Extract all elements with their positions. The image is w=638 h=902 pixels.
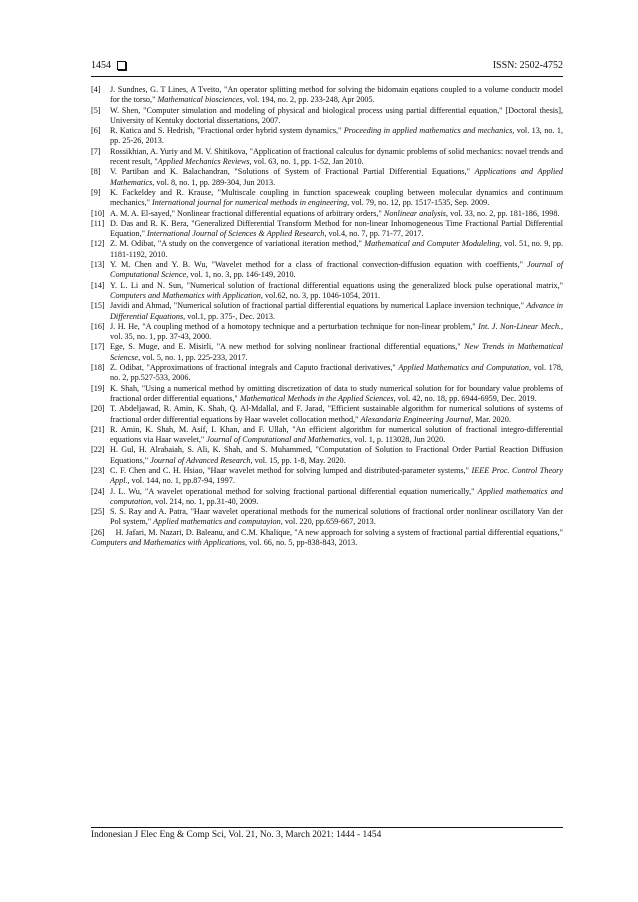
reference-authors-title: W. Shen, "Computer simulation and modeling of physical and biological process using partial differential equation," [Doctoral thesis], University of Kentuky doctorial dissertations, 2007. — [110, 105, 563, 125]
reference-journal: Mathematical biosciences — [157, 95, 243, 105]
reference-authors-title: R. Katica and S. Hedrish, "Fractional order hybrid system dynamics," — [110, 126, 344, 136]
reference-text — [110, 301, 563, 320]
reference-journal: Applied Mathematics and Computation — [398, 363, 529, 373]
reference-text — [110, 147, 563, 166]
reference-authors-title: R. Amin, K. Shah, M. Asif, I. Khan, and F. Ullah, "An efficient algorithm for numerical solution of fractional integro-differential equations via Haar wavelet," — [110, 424, 563, 445]
reference-text — [110, 507, 563, 526]
reference-item — [91, 281, 563, 302]
footer-rule — [91, 827, 563, 828]
reference-authors-title: D. Das and R. K. Bera, "Generalized Differential Transform Method for non-linear Inhomogeneous Time Fractional Partial Differential Equation," — [110, 218, 563, 239]
reference-item — [91, 260, 563, 281]
reference-item — [91, 188, 563, 209]
reference-journal: Advance in Differential Equations — [110, 301, 563, 321]
reference-number: [7] — [91, 146, 101, 156]
reference-journal: Computers and Mathematics with Application — [110, 290, 261, 300]
reference-authors-title: H. Gul, H. Alrabaiah, S. Ali, K. Shah, and S. Muhammed, "Computation of Solution to Fractional Order Partial Reaction Diffusion Equations," — [110, 445, 563, 465]
reference-authors-title: S. S. Ray and A. Patra, "Haar wavelet operational methods for the numerical solutions of fractional order nonlinear oscillatory Van der Pol system," — [110, 507, 563, 527]
reference-number: [13] — [91, 260, 105, 270]
reference-journal: Applied mathematics and computation — [110, 486, 563, 506]
reference-journal: Journal of Computational and Mathematics — [206, 435, 351, 445]
reference-text — [110, 219, 563, 238]
reference-authors-title: Ege, S. Muge, and E. Misirli, "A new method for solving nonlinear fractional differential equations," — [110, 342, 465, 352]
reference-item — [91, 239, 563, 260]
reference-details: , vol. 1, p. 113028, Jun 2020. — [350, 435, 446, 445]
reference-details: , vol. 15, pp. 1-8, May. 2020. — [250, 455, 346, 465]
reference-item — [91, 528, 563, 549]
reference-authors-title: Z. M. Odibat, "A study on the convergence of variational iteration method," — [110, 239, 365, 249]
reference-journal: Journal of Advanced Research — [150, 455, 251, 465]
reference-number: [6] — [91, 126, 101, 136]
reference-number: [17] — [91, 342, 105, 352]
reference-details: , Mar. 2020. — [471, 414, 511, 424]
reference-text — [110, 167, 563, 186]
reference-item — [91, 507, 563, 528]
reference-item — [91, 167, 563, 188]
reference-item — [91, 384, 563, 405]
reference-item — [91, 126, 563, 147]
reference-details: , vol. 5, no. 1, pp. 225-233, 2017. — [138, 352, 248, 362]
reference-details: , vol.1, pp. 375-, Dec. 2013. — [183, 311, 276, 321]
reference-text — [110, 363, 563, 382]
reference-authors-title: Y. M. Chen and Y. B. Wu, "Wavelet method for a class of fractional convection-diffusion equation with coeffients," — [110, 260, 528, 270]
reference-details: , vol. 33, no. 2, pp. 181-186, 1998. — [446, 208, 560, 218]
reference-details: , vol. 214, no. 1, pp.31-40, 2009. — [150, 496, 259, 506]
reference-item — [91, 404, 563, 425]
reference-item — [91, 487, 563, 508]
reference-number: [23] — [91, 465, 105, 475]
reference-number: [19] — [91, 383, 105, 393]
reference-details: vol. 66, no. 5, pp-838-843, 2013. — [247, 538, 358, 548]
reference-text — [110, 260, 563, 279]
reference-number: [14] — [91, 280, 105, 290]
reference-number: [16] — [91, 321, 105, 331]
reference-details: vol.4, no. 7, pp. 71-77, 2017. — [326, 229, 424, 239]
reference-item — [91, 85, 563, 106]
reference-authors-title: J. Sundnes, G. T Lines, A Tveito, "An operator splitting method for solving the bidomain eqations coupled to a volume conductr model for the torso," — [110, 85, 563, 105]
reference-item — [91, 106, 563, 127]
reference-journal: Applied mathematics and computayion — [153, 517, 281, 527]
reference-text — [110, 384, 563, 403]
reference-number: [10] — [91, 208, 105, 218]
reference-number: [25] — [91, 507, 105, 517]
reference-number: [21] — [91, 424, 105, 434]
reference-item — [91, 445, 563, 466]
reference-journal: International Journal of Sciences & Applied Research, — [147, 229, 327, 239]
reference-details: , vol. 42, no. 18, pp. 6944-6959, Dec. 2019. — [393, 393, 537, 403]
reference-text — [110, 188, 563, 207]
reference-text — [91, 528, 563, 547]
reference-journal: IEEE Proc. Control Theory Appl. — [110, 465, 563, 486]
reference-journal: Journal of Computational Science — [110, 260, 564, 280]
reference-number: [4] — [91, 85, 101, 94]
reference-number: [22] — [91, 445, 105, 455]
reference-journal: Int. J. Non-Linear Mech. — [478, 321, 561, 331]
reference-item — [91, 219, 563, 240]
reference-text — [110, 126, 563, 145]
reference-journal: Computers and Mathematics with Applications, — [91, 538, 248, 548]
reference-text — [110, 85, 563, 104]
reference-details: , vol. 63, no. 1, pp. 1-52, Jan 2010. — [249, 157, 364, 167]
reference-number: [9] — [91, 187, 101, 197]
reference-text — [110, 425, 563, 444]
reference-number: [18] — [91, 363, 105, 373]
reference-text — [110, 281, 563, 300]
reference-authors-title: Z. Odibat, "Approximations of fractional integrals and Caputo fractional derivatives," — [110, 363, 399, 373]
reference-item — [91, 209, 563, 219]
reference-authors-title: V. Partiban and K. Balachandran, "Solutions of System of Fractional Partial Differential Equations," — [110, 167, 475, 177]
reference-number: [24] — [91, 486, 105, 496]
reference-details: , vol. 1, no. 3, pp. 146-149, 2010. — [186, 270, 296, 280]
reference-item — [91, 342, 563, 363]
reference-authors-title: J. L. Wu, "A wavelet operational method for solving fractional partional differential equation numerically," — [110, 486, 478, 496]
header-rule — [91, 76, 563, 77]
reference-number: [15] — [91, 301, 105, 311]
reference-item — [91, 301, 563, 322]
reference-journal: Proceeding in applied mathematics and mechanics — [343, 126, 513, 136]
reference-authors-title: A. M. A. El-sayed," Nonlinear fractional differential equations of arbitrary orders," — [110, 208, 384, 218]
reference-text — [110, 342, 563, 361]
reference-details: , vol. 194, no. 2, pp. 233-248, Apr 2005. — [242, 95, 375, 105]
reference-journal: International journal for numerical methods in engineering — [152, 198, 348, 208]
reference-details: , vol. 51, no. 9, pp. 1181-1192, 2010. — [110, 239, 563, 259]
reference-journal: Mathematical Methods in the Applied Sciences — [239, 393, 394, 403]
reference-number: [8] — [91, 167, 101, 177]
reference-list — [91, 85, 563, 548]
reference-details: , vol. 13, no. 1, pp. 25-26, 2013. — [110, 126, 563, 146]
reference-authors-title: T. Abdeljawad, R. Amin, K. Shah, Q. Al-Mdallal, and F. Jarad, "Efficient sustainable algorithm for numerical solutions of systems of fractional order differential equations by Haar wavelet collocation method," — [110, 404, 563, 424]
reference-text — [110, 466, 563, 485]
reference-item — [91, 425, 563, 446]
reference-text — [110, 209, 560, 218]
reference-journal: Nonlinear analysis — [383, 208, 446, 218]
reference-details: , vol. 8, no. 1, pp. 289-304, Jun 2013. — [152, 177, 276, 187]
page-number: 1454 — [91, 60, 111, 71]
reference-item — [91, 363, 563, 384]
reference-number: [26] — [91, 527, 105, 537]
reference-number: [12] — [91, 239, 105, 249]
reference-text — [110, 487, 563, 506]
reference-text — [110, 106, 563, 125]
square-bullet-icon — [117, 61, 126, 70]
reference-details: , vol. 220, pp.659-667, 2013. — [280, 517, 376, 527]
reference-item — [91, 322, 563, 343]
reference-journal: New Trends in Mathematical Sciencse — [110, 342, 564, 362]
page-footer: Indonesian J Elec Eng & Comp Sci, Vol. 21, No. 3, March 2021: 1444 - 1454 — [91, 830, 382, 840]
reference-journal: Applications and Applied Mathematics — [110, 167, 563, 187]
reference-item — [91, 466, 563, 487]
reference-authors-title: J. H. He, "A coupling method of a homotopy technique and a perturbation technique for non-linear problem," — [110, 321, 479, 331]
reference-journal: Applied Mechanics Reviews — [157, 157, 250, 167]
reference-journal: Mathematical and Computer Moduleling — [364, 239, 500, 249]
reference-details: , vol. 178, no. 2, pp.527-533, 2006. — [110, 363, 563, 383]
reference-number: [5] — [91, 105, 101, 115]
issn-label: ISSN: 2502-4752 — [492, 60, 563, 71]
reference-text — [110, 445, 563, 464]
reference-authors-title: K. Fackeldey and R. Krause, "Multiscale coupling in function spaceweak coupling between molecular dynamics and continuum mechanics," — [110, 187, 563, 208]
reference-text — [110, 404, 563, 423]
reference-details: , vol. 79, no. 12, pp. 1517-1535, Sep. 2009. — [347, 198, 490, 208]
reference-details: , vol. 35, no. 1, pp. 37-43, 2000. — [110, 321, 564, 342]
reference-authors-title: Rossikhian, A. Yuriy and M. V. Shitikova, "Application of fractional calculus for dynamic problems of solid mechanics: novael trends and recent result, " — [110, 146, 563, 167]
reference-details: , vol. 144, no. 1, pp.87-94, 1997. — [127, 476, 235, 486]
reference-authors-title: K. Shah, "Using a numerical method by omitting discretization of data to study numerical solution for for boundary value problems of fractional order differential equations," — [110, 383, 563, 403]
page-header — [91, 60, 563, 76]
reference-authors-title: Javidi and Ahmad, "Numerical solution of fractional partial differential equations by numerical Laplace inversion technique," — [110, 301, 527, 311]
reference-number: [20] — [91, 404, 105, 414]
reference-authors-title: C. F. Chen and C. H. Hsiao, "Haar wavelet method for solving lumped and distributed-parameter systems," — [110, 465, 472, 475]
reference-item — [91, 147, 563, 168]
reference-authors-title: Y. L. Li and N. Sun, "Numerical solution of fractional differential equations using the generalized block pulse operational matrix," — [110, 280, 563, 290]
reference-text — [110, 322, 563, 341]
reference-authors-title: H. Jafari, M. Nazari, D. Baleanu, and C.M. Khalique, "A new approach for solving a system of fractional partial differential equations," — [115, 527, 563, 537]
reference-text — [110, 239, 563, 258]
reference-details: , vol.62, no. 3, pp. 1046-1054, 2011. — [260, 290, 381, 300]
reference-journal: Alexandaria Engineering Journal — [360, 414, 472, 424]
reference-number: [11] — [91, 218, 105, 228]
